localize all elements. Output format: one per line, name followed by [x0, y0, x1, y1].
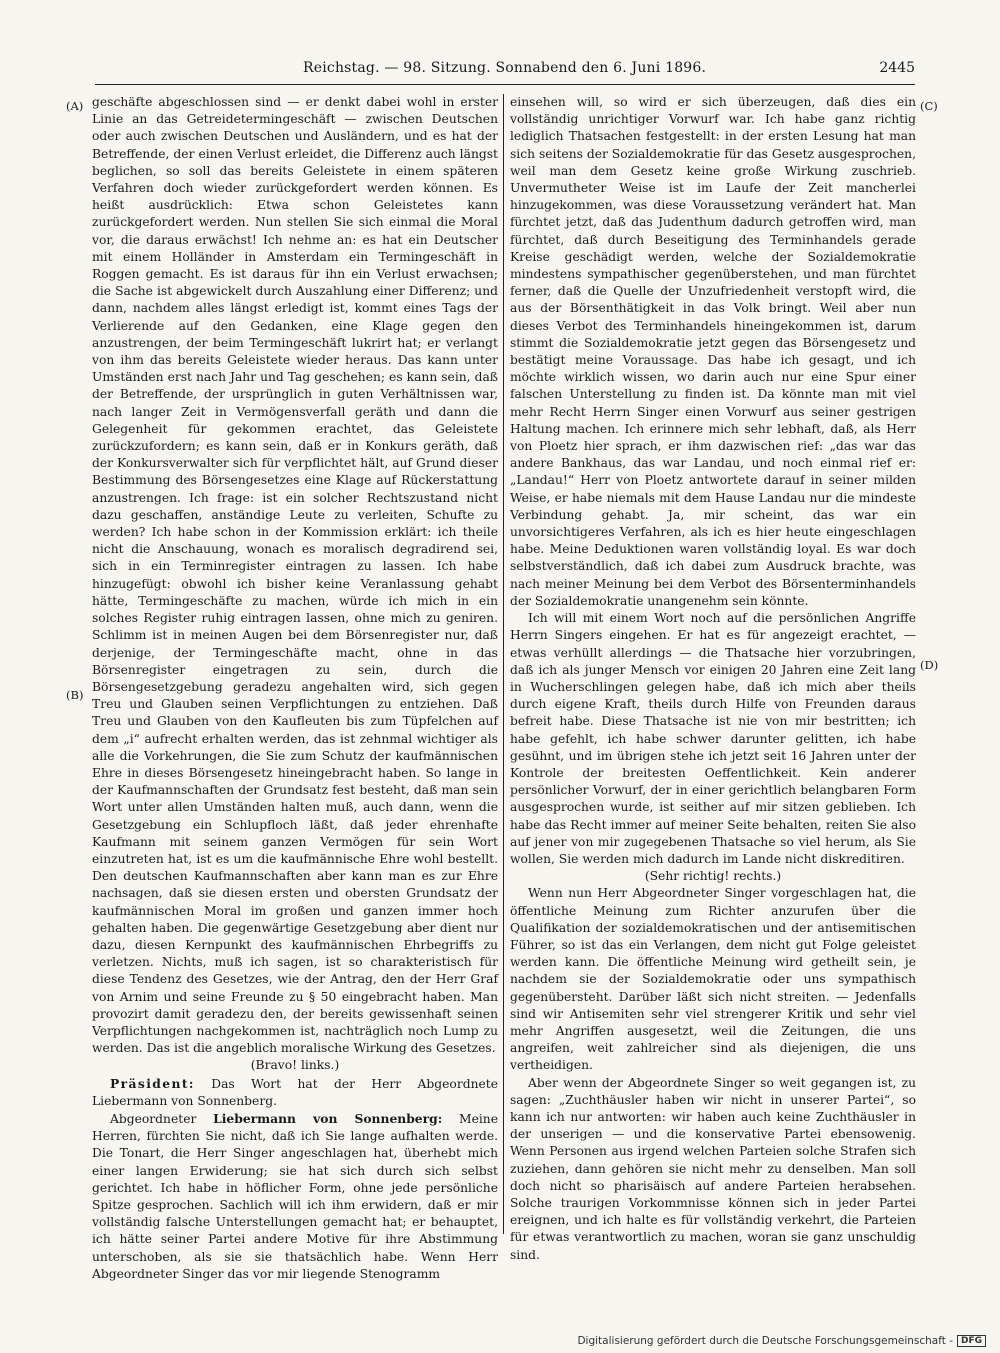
paragraph: Wenn nun Herr Abgeordneter Singer vorgeschlagen hat, die öffentliche Meinung zum Richter anzurufen über die Qualifikation der sozialdemokratischen und der antisemitischen Führer, so ist das ein Verlangen, dem nicht gut Folge geleistet werden kann. Die öffentliche Meinung wird getheilt sein, je nachdem sie der Sozialdemokratie oder uns sympathisch gegenübersteht. Darüber läßt sich nicht streiten. — Jedenfalls sind wir Antisemiten sehr viel strengerer Kritik und sehr viel mehr Angriffen ausgesetzt, weil die Zeitungen, die uns angreifen, weit zahlreicher sind als diejenigen, die uns vertheidigen.	[510, 886, 916, 1073]
paragraph: Aber wenn der Abgeordnete Singer so weit gegangen ist, zu sagen: „Zuchthäusler haben wir nicht in unserer Partei“, so kann ich nur antworten: wir haben auch keine Zuchthäusler in der unserigen — und die konservative Partei ebensowenig. Wenn Personen aus irgend welchen Parteien solche Strafen sich zuziehen, dann gehören sie nicht mehr zu denselben. Man soll doch nicht so pharisäisch auf andere Parteien herabsehen. Solche traurigen Vorkommnisse können sich in jeder Partei ereignen, und ich halte es für vollständig verkehrt, die Parteien für etwas verantwortlich zu machen, woran sie ganz unschuldig sind.	[510, 1075, 916, 1262]
paragraph: Abgeordneter Liebermann von Sonnenberg: Meine Herren, fürchten Sie nicht, daß ich Sie lange aufhalten werde. Die Tonart, die Herr Singer angeschlagen hat, überhebt mich einer langen Erwiderung; sie hat sich durch sich selbst gerichtet. Ich habe in höflicher Form, ohne jede persönliche Spitze gesprochen. Sachlich will ich ihm erwidern, daß er mir vollständig falsche Unterstellungen gemacht hat; er behauptet, ich hätte seiner Partei andere Motive für ihre Abstimmung unterschoben, als sie sie thatsächlich habe. Wenn Herr Abgeordneter Singer das vor mir liegende Stenogramm	[92, 1110, 498, 1281]
speaker-prefix: Abgeordneter	[110, 1111, 197, 1126]
paragraph: Präsident: Das Wort hat der Herr Abgeordnete Liebermann von Sonnenberg.	[92, 1075, 498, 1108]
page-title: Reichstag. — 98. Sitzung. Sonnabend den 6. Juni 1896.	[303, 60, 707, 76]
left-column	[92, 94, 498, 1283]
speaker-label: Liebermann von Sonnenberg:	[213, 1110, 443, 1126]
paragraph: Ich will mit einem Wort noch auf die persönlichen Angriffe Herrn Singers eingehen. Er hat es für angezeigt erachtet, — etwas verhüllt allerdings — die Thatsache hier vorzubringen, daß ich als junger Mensch vor einigen 20 Jahren eine Zeit lang in Wucherschlingen gelegen habe, daß ich mich aber theils durch eigene Kraft, theils durch Hilfe von Freunden daraus befreit habe. Diese Thatsache ist nie von mir bestritten; ich habe gefehlt, ich habe schwer darunter gelitten, ich habe gesühnt, und im übrigen stehe ich jetzt seit 16 Jahren unter der Kontrole der breitesten Oeffentlichkeit. Kein anderer persönlicher Vorwurf, der in einer gerichtlich belangbaren Form ausgesprochen wurde, ist seither auf mir sitzen geblieben. Ich habe das Recht immer auf meiner Seite behalten, reiten Sie also auf jener von mir zugegebenen Thatsache so viel herum, als Sie wollen, Sie werden mich dadurch im Lande nicht diskreditiren.	[510, 611, 916, 866]
margin-mark-b: (B)	[66, 688, 84, 702]
paragraph: einsehen will, so wird er sich überzeugen, daß dies ein vollständig unrichtiger Vorwurf war. Ich habe ganz richtig lediglich Thatsachen festgestellt: in der ersten Lesung hat man sich seitens der Sozialdemokratie für das Gesetz ausgesprochen, weil man dem Gesetz keine große Wirkung zuschrieb. Unvermutheter Weise ist im Laufe der Zeit mancherlei hinzugekommen, was diese Voraussetzung verändert hat. Man fürchtet jetzt, daß das Judenthum dadurch getroffen wird, man fürchtet, daß durch Beseitigung des Terminhandels gerade Kreise geschädigt werden, welche der Sozialdemokratie mindestens sympathischer gegenüberstehen, und man fürchtet ferner, daß die Quelle der Unzufriedenheit verstopft wird, die aus der Börsenthätigkeit in das Volk bringt. Weil aber nun dieses Verbot des Terminhandels hineingekommen ist, darum stimmt die Sozialdemokratie jetzt gegen das Börsengesetz und bestätigt meine Voraussage. Das habe ich gesagt, und ich möchte wirklich wissen, wo darin auch nur eine Spur einer falschen Unterstellung zu finden ist. Da könnte man mit viel mehr Recht Herrn Singer einen Vorwurf aus seiner gestrigen Haltung machen. Ich erinnere mich sehr lebhaft, daß, als Herr von Ploetz hier sprach, er ihm dazwischen rief: „das war das andere Bankhaus, das war Landau, und noch einmal rief er: „Landau!“ Herr von Ploetz antwortete darauf in seiner milden Weise, er habe niemals mit dem Hause Landau nur die mindeste Verbindung gehabt. Ja, mir scheint, das war ein unvorsichtigeres Verfahren, als ich es hier heute eingeschlagen habe. Meine Deduktionen waren vollständig loyal. Es war doch selbstverständlich, daß ich dabei zum Ausdruck brachte, was nach meiner Meinung bei dem Verbot des Börsenterminhandels der Sozialdemokratie unangenehm sein könnte.	[510, 95, 916, 608]
paragraph: geschäfte abgeschlossen sind — er denkt dabei wohl in erster Linie an das Getreidetermingeschäft — zwischen Deutschen oder auch zwischen Deutschen und Ausländern, und es hat der Betreffende, der einen Verlust erleidet, die Differenz auch längst beglichen, so soll das bereits Geleistete in einem späteren Verfahren doch wieder zurückgefordert werden können. Es heißt ausdrücklich: Etwa schon Geleistetes kann zurückgefordert werden. Nun stellen Sie sich einmal die Moral vor, die daraus erwächst! Ich nehme an: es hat ein Deutscher mit einem Holländer in Amsterdam ein Termingeschäft in Roggen gemacht. Es ist daraus für ihn ein Verlust erwachsen; die Sache ist abgewickelt durch Auszahlung einer Differenz; und dann, nachdem alles längst erledigt ist, kommt eines Tags der Verlierende auf den Gedanken, eine Klage gegen den anzustrengen, der beim Termingeschäft lukrirt hat; er verlangt von ihm das bereits Geleistete wieder heraus. Das kann unter Umständen erst nach Jahr und Tag geschehen; es kann sein, daß der Betreffende, der ursprünglich in guten Verhältnissen war, nach langer Zeit in Vermögensverfall geräth und dann die Gelegenheit für gekommen erachtet, das Geleistete zurückzufordern; es kann sein, daß er in Konkurs geräth, daß der Konkursverwalter sich für verpflichtet hält, auf Grund dieser Bestimmung des Börsengesetzes eine Klage auf Rückerstattung anzustrengen. Ich frage: ist ein solcher Rechtszustand nicht dazu geschaffen, anständige Leute zu verleiten, Schufte zu werden? Ich habe schon in der Kommission erklärt: ich theile nicht die Anschauung, wonach es moralisch degradirend sei, sich in ein Terminregister eintragen zu lassen. Ich habe hinzugefügt: obwohl ich bisher keine Veranlassung gehabt hätte, Termingeschäfte zu machen, würde ich mich in ein solches Register ruhig eintragen lassen, ohne mich zu geniren. Schlimm ist in meinen Augen bei dem Börsenregister nur, daß derjenige, der Termingeschäfte macht, ohne in das Börsenregister eingetragen zu sein, durch die Börsengesetzgebung geradezu angehalten wird, sich gegen Treu und Glauben seinen Verpflichtungen zu entziehen. Daß Treu und Glauben von den Kaufleuten bis zum Tüpfelchen auf dem „i“ aufrecht erhalten werden, das ist zehnmal wichtiger als alle die Vorkehrungen, die Sie zum Schutz der kaufmännischen Ehre in dieses Börsengesetz hineingebracht haben. So lange in der Kaufmannschaften der Grundsatz fest besteht, daß man sein Wort unter allen Umständen halten muß, auch dann, wenn die Gesetzgebung ein Schlupfloch läßt, daß jeder ehrenhafte Kaufmann mit seinem ganzen Vermögen für sein Wort einzutreten hat, ist es um die kaufmännische Ehre wohl bestellt. Den deutschen Kaufmannschaften aber kann man es zur Ehre nachsagen, daß sie diesen ersten und obersten Grundsatz der kaufmännischen Moral im großen und ganzen immer hoch gehalten haben. Die gegenwärtige Gesetzgebung aber dient nur dazu, diesen Kernpunkt des kaufmännischen Ehrbegriffs zu verletzen. Nichts, muß ich sagen, ist so charakteristisch für diese Tendenz des Gesetzes, wie der Antrag, den der Herr Graf von Arnim und seine Freunde zu § 50 eingebracht haben. Man provozirt damit geradezu den, der bereits gewissenhaft seinen Verpflichtungen nachgekommen ist, nachträglich noch Lump zu werden. Das ist die angeblich moralische Wirkung des Gesetzes.	[92, 95, 498, 1056]
header-rule	[95, 84, 915, 85]
footer-text: Digitalisierung gefördert durch die Deutsche Forschungsgemeinschaft -	[577, 1335, 953, 1347]
footer-credit	[577, 1335, 986, 1347]
speaker-label: Präsident:	[110, 1075, 195, 1091]
right-column	[510, 94, 916, 1264]
dfg-logo: DFG	[957, 1335, 986, 1347]
page-number: 2445	[879, 60, 915, 76]
margin-mark-c: (C)	[920, 99, 938, 113]
column-divider	[503, 94, 504, 1234]
margin-mark-d: (D)	[920, 658, 939, 672]
margin-mark-a: (A)	[66, 99, 84, 113]
interjection: (Bravo! links.)	[250, 1058, 340, 1073]
interjection: (Sehr richtig! rechts.)	[644, 869, 782, 884]
page-header	[95, 60, 915, 80]
